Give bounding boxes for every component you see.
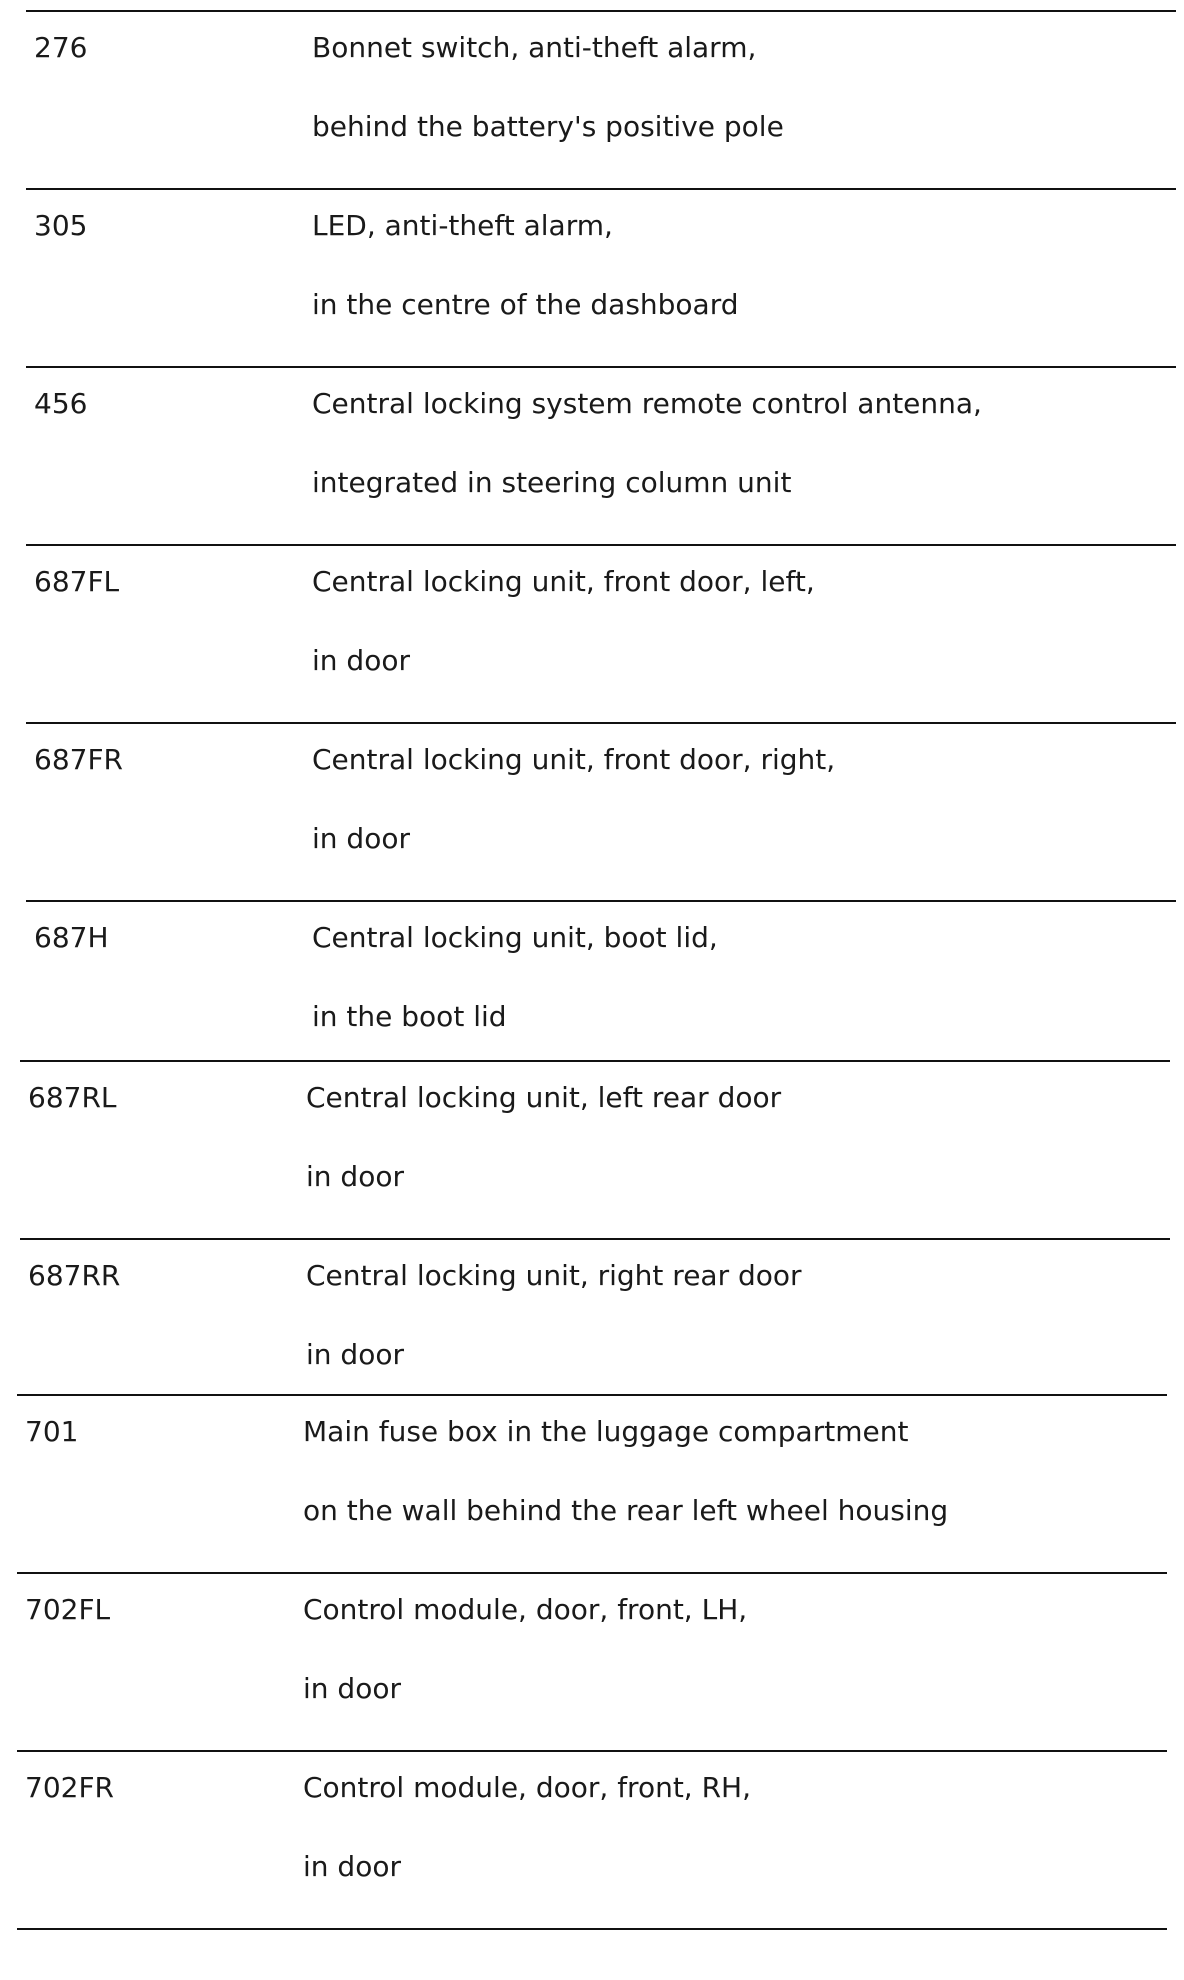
table-row [26,900,1176,1060]
component-location: in door [312,822,410,855]
table-row [26,722,1176,900]
component-description: Central locking unit, left rear door [306,1081,782,1114]
component-location: in door [303,1672,401,1705]
component-description: Control module, door, front, LH, [303,1593,748,1626]
component-description: Central locking unit, boot lid, [312,921,718,954]
component-location: in door [306,1338,404,1371]
component-code: 276 [34,31,88,64]
table-row [20,1060,1170,1238]
table-row [26,366,1176,544]
component-location: integrated in steering column unit [312,466,792,499]
component-description: Central locking unit, front door, right, [312,743,836,776]
component-description: Main fuse box in the luggage compartment [303,1415,909,1448]
component-code: 687H [34,921,109,954]
table-row [17,1750,1167,1928]
component-description: Central locking unit, right rear door [306,1259,802,1292]
table-bottom-rule [17,1928,1167,1930]
component-description: Central locking unit, front door, left, [312,565,815,598]
component-code: 687RL [28,1081,117,1114]
table-row [20,1238,1170,1394]
component-code: 687RR [28,1259,121,1292]
component-description: Control module, door, front, RH, [303,1771,752,1804]
component-code: 305 [34,209,88,242]
component-code: 456 [34,387,88,420]
component-code: 702FL [25,1593,111,1626]
component-location: in the centre of the dashboard [312,288,739,321]
component-location: in the boot lid [312,1000,507,1033]
component-description: Bonnet switch, anti-theft alarm, [312,31,757,64]
component-code: 687FR [34,743,124,776]
component-location: in door [306,1160,404,1193]
component-location: behind the battery's positive pole [312,110,784,143]
component-description: LED, anti-theft alarm, [312,209,613,242]
component-location: in door [303,1850,401,1883]
table-row [17,1572,1167,1750]
table-row [26,188,1176,366]
component-code: 702FR [25,1771,115,1804]
component-location: on the wall behind the rear left wheel housing [303,1494,949,1527]
table-row [26,10,1176,188]
component-description: Central locking system remote control antenna, [312,387,982,420]
table-row [26,544,1176,722]
table-row [17,1394,1167,1572]
component-code: 701 [25,1415,79,1448]
component-location: in door [312,644,410,677]
component-code: 687FL [34,565,120,598]
